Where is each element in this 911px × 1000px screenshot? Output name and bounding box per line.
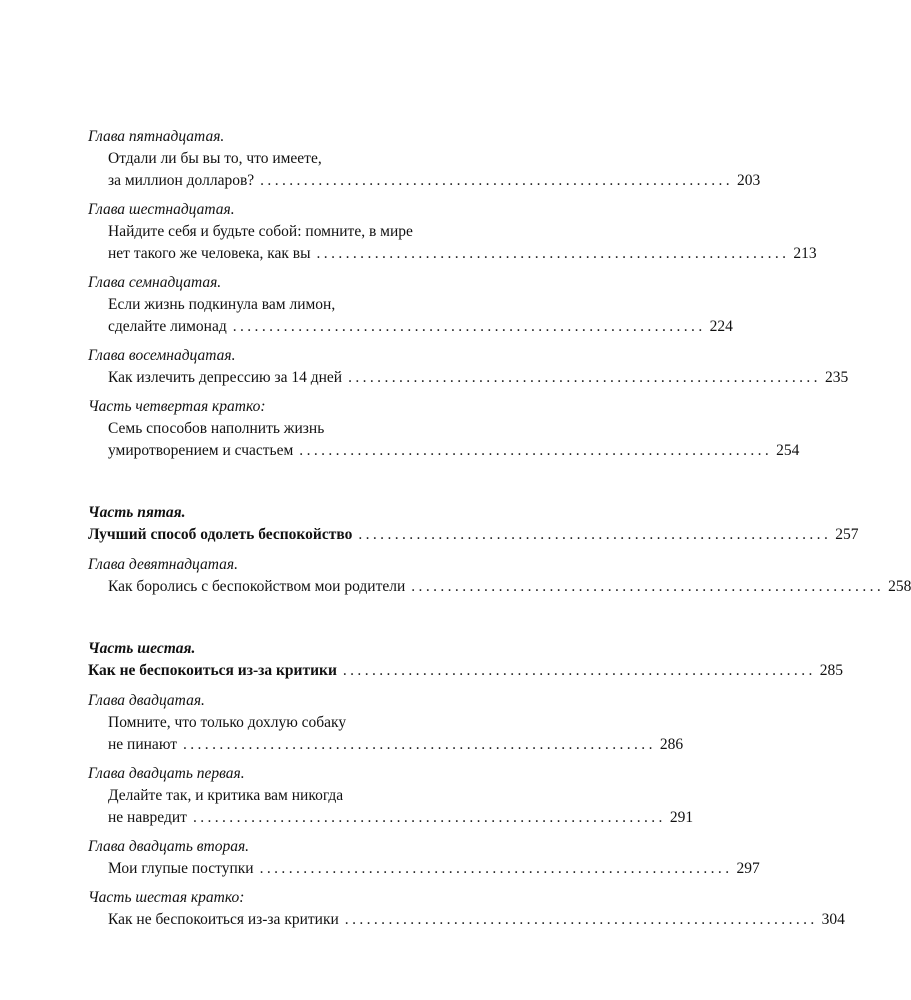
page-number: 257	[835, 526, 859, 543]
dot-leader: .................................................................	[344, 911, 818, 928]
chapter-title-last-line	[88, 170, 761, 192]
chapter-label: Глава восемнадцатая.	[88, 347, 236, 364]
toc-entry-part-5	[88, 502, 859, 546]
chapter-label: Глава двадцать вторая.	[88, 838, 250, 855]
toc-entry-chapter-15	[88, 126, 761, 192]
dot-leader: .................................................................	[358, 526, 832, 543]
toc-entry-chapter-22	[88, 836, 760, 880]
dot-leader: .................................................................	[232, 318, 706, 335]
chapter-title-last-line	[88, 243, 817, 265]
page-number: 203	[737, 172, 761, 189]
dot-leader: .................................................................	[348, 369, 821, 386]
chapter-label: Глава двадцатая.	[88, 692, 205, 709]
part-label: Часть шестая.	[88, 640, 196, 657]
toc-entry-chapter-19	[88, 554, 911, 598]
dot-leader: .................................................................	[182, 736, 656, 753]
toc-entry-chapter-21	[88, 763, 694, 829]
dot-leader: .................................................................	[260, 172, 734, 189]
page-number: 254	[776, 442, 800, 459]
chapter-title-line: Найдите себя и будьте собой: помните, в мире	[108, 223, 413, 240]
toc-entry-chapter-16	[88, 199, 817, 265]
toc-entry-part-4-summary	[88, 396, 800, 462]
chapter-title-line: Если жизнь подкинула вам лимон,	[108, 296, 336, 313]
summary-label: Часть шестая кратко:	[88, 889, 245, 906]
page-number: 286	[659, 736, 684, 753]
chapter-title-last-line	[88, 734, 684, 756]
chapter-label: Глава шестнадцатая.	[88, 201, 235, 218]
summary-title-last-line	[88, 909, 845, 931]
chapter-title-text: не пинают	[108, 736, 177, 753]
chapter-title-line: Делайте так, и критика вам никогда	[108, 787, 344, 804]
chapter-title-last-line	[88, 858, 760, 880]
dot-leader: .................................................................	[316, 245, 790, 262]
chapter-title-last-line	[88, 367, 849, 389]
toc-entry-chapter-18	[88, 345, 849, 389]
chapter-title-last-line	[88, 576, 911, 598]
chapter-title-line: Отдали ли бы вы то, что имеете,	[108, 150, 322, 167]
page-number: 258	[888, 578, 911, 595]
toc-entry-part-6-summary	[88, 887, 845, 931]
chapter-title-text: не навредит	[108, 809, 187, 826]
dot-leader: .................................................................	[411, 578, 885, 595]
summary-title-last-line	[88, 440, 800, 462]
part-title-line	[88, 660, 843, 682]
chapter-label: Глава семнадцатая.	[88, 274, 222, 291]
chapter-title-text: Как боролись с беспокойством мои родители	[108, 578, 406, 595]
toc-entry-chapter-20	[88, 690, 684, 756]
toc-entry-part-6	[88, 638, 843, 682]
page-number: 213	[793, 245, 817, 262]
dot-leader: .................................................................	[342, 662, 816, 679]
part-title-line	[88, 524, 859, 546]
page-number: 235	[824, 369, 849, 386]
summary-title-line: Семь способов наполнить жизнь	[108, 420, 325, 437]
summary-label: Часть четвертая кратко:	[88, 398, 266, 415]
chapter-title-line: Помните, что только дохлую собаку	[108, 714, 347, 731]
chapter-title-last-line	[88, 316, 733, 338]
page-number: 285	[819, 662, 843, 679]
chapter-label: Глава пятнадцатая.	[88, 128, 225, 145]
dot-leader: .................................................................	[259, 860, 733, 877]
toc-entry-chapter-17	[88, 272, 733, 338]
part-label: Часть пятая.	[88, 504, 186, 521]
part-title-text: Как не беспокоиться из-за критики	[88, 662, 337, 679]
chapter-title-text: Как излечить депрессию за 14 дней	[108, 369, 343, 386]
chapter-title-text: Мои глупые поступки	[108, 860, 254, 877]
chapter-title-text: нет такого же человека, как вы	[108, 245, 311, 262]
page-number: 224	[709, 318, 733, 335]
part-title-text: Лучший способ одолеть беспокойство	[88, 526, 353, 543]
summary-title-text: умиротворением и счастьем	[108, 442, 294, 459]
dot-leader: .................................................................	[299, 442, 773, 459]
chapter-title-text: за миллион долларов?	[108, 172, 255, 189]
chapter-title-last-line	[88, 807, 694, 829]
chapter-title-text: сделайте лимонад	[108, 318, 227, 335]
table-of-contents	[88, 126, 911, 938]
dot-leader: .................................................................	[192, 809, 666, 826]
chapter-label: Глава девятнадцатая.	[88, 556, 238, 573]
chapter-label: Глава двадцать первая.	[88, 765, 245, 782]
page-number: 304	[821, 911, 845, 928]
page-number: 291	[669, 809, 694, 826]
summary-title-text: Как не беспокоиться из-за критики	[108, 911, 339, 928]
page-number: 297	[736, 860, 760, 877]
